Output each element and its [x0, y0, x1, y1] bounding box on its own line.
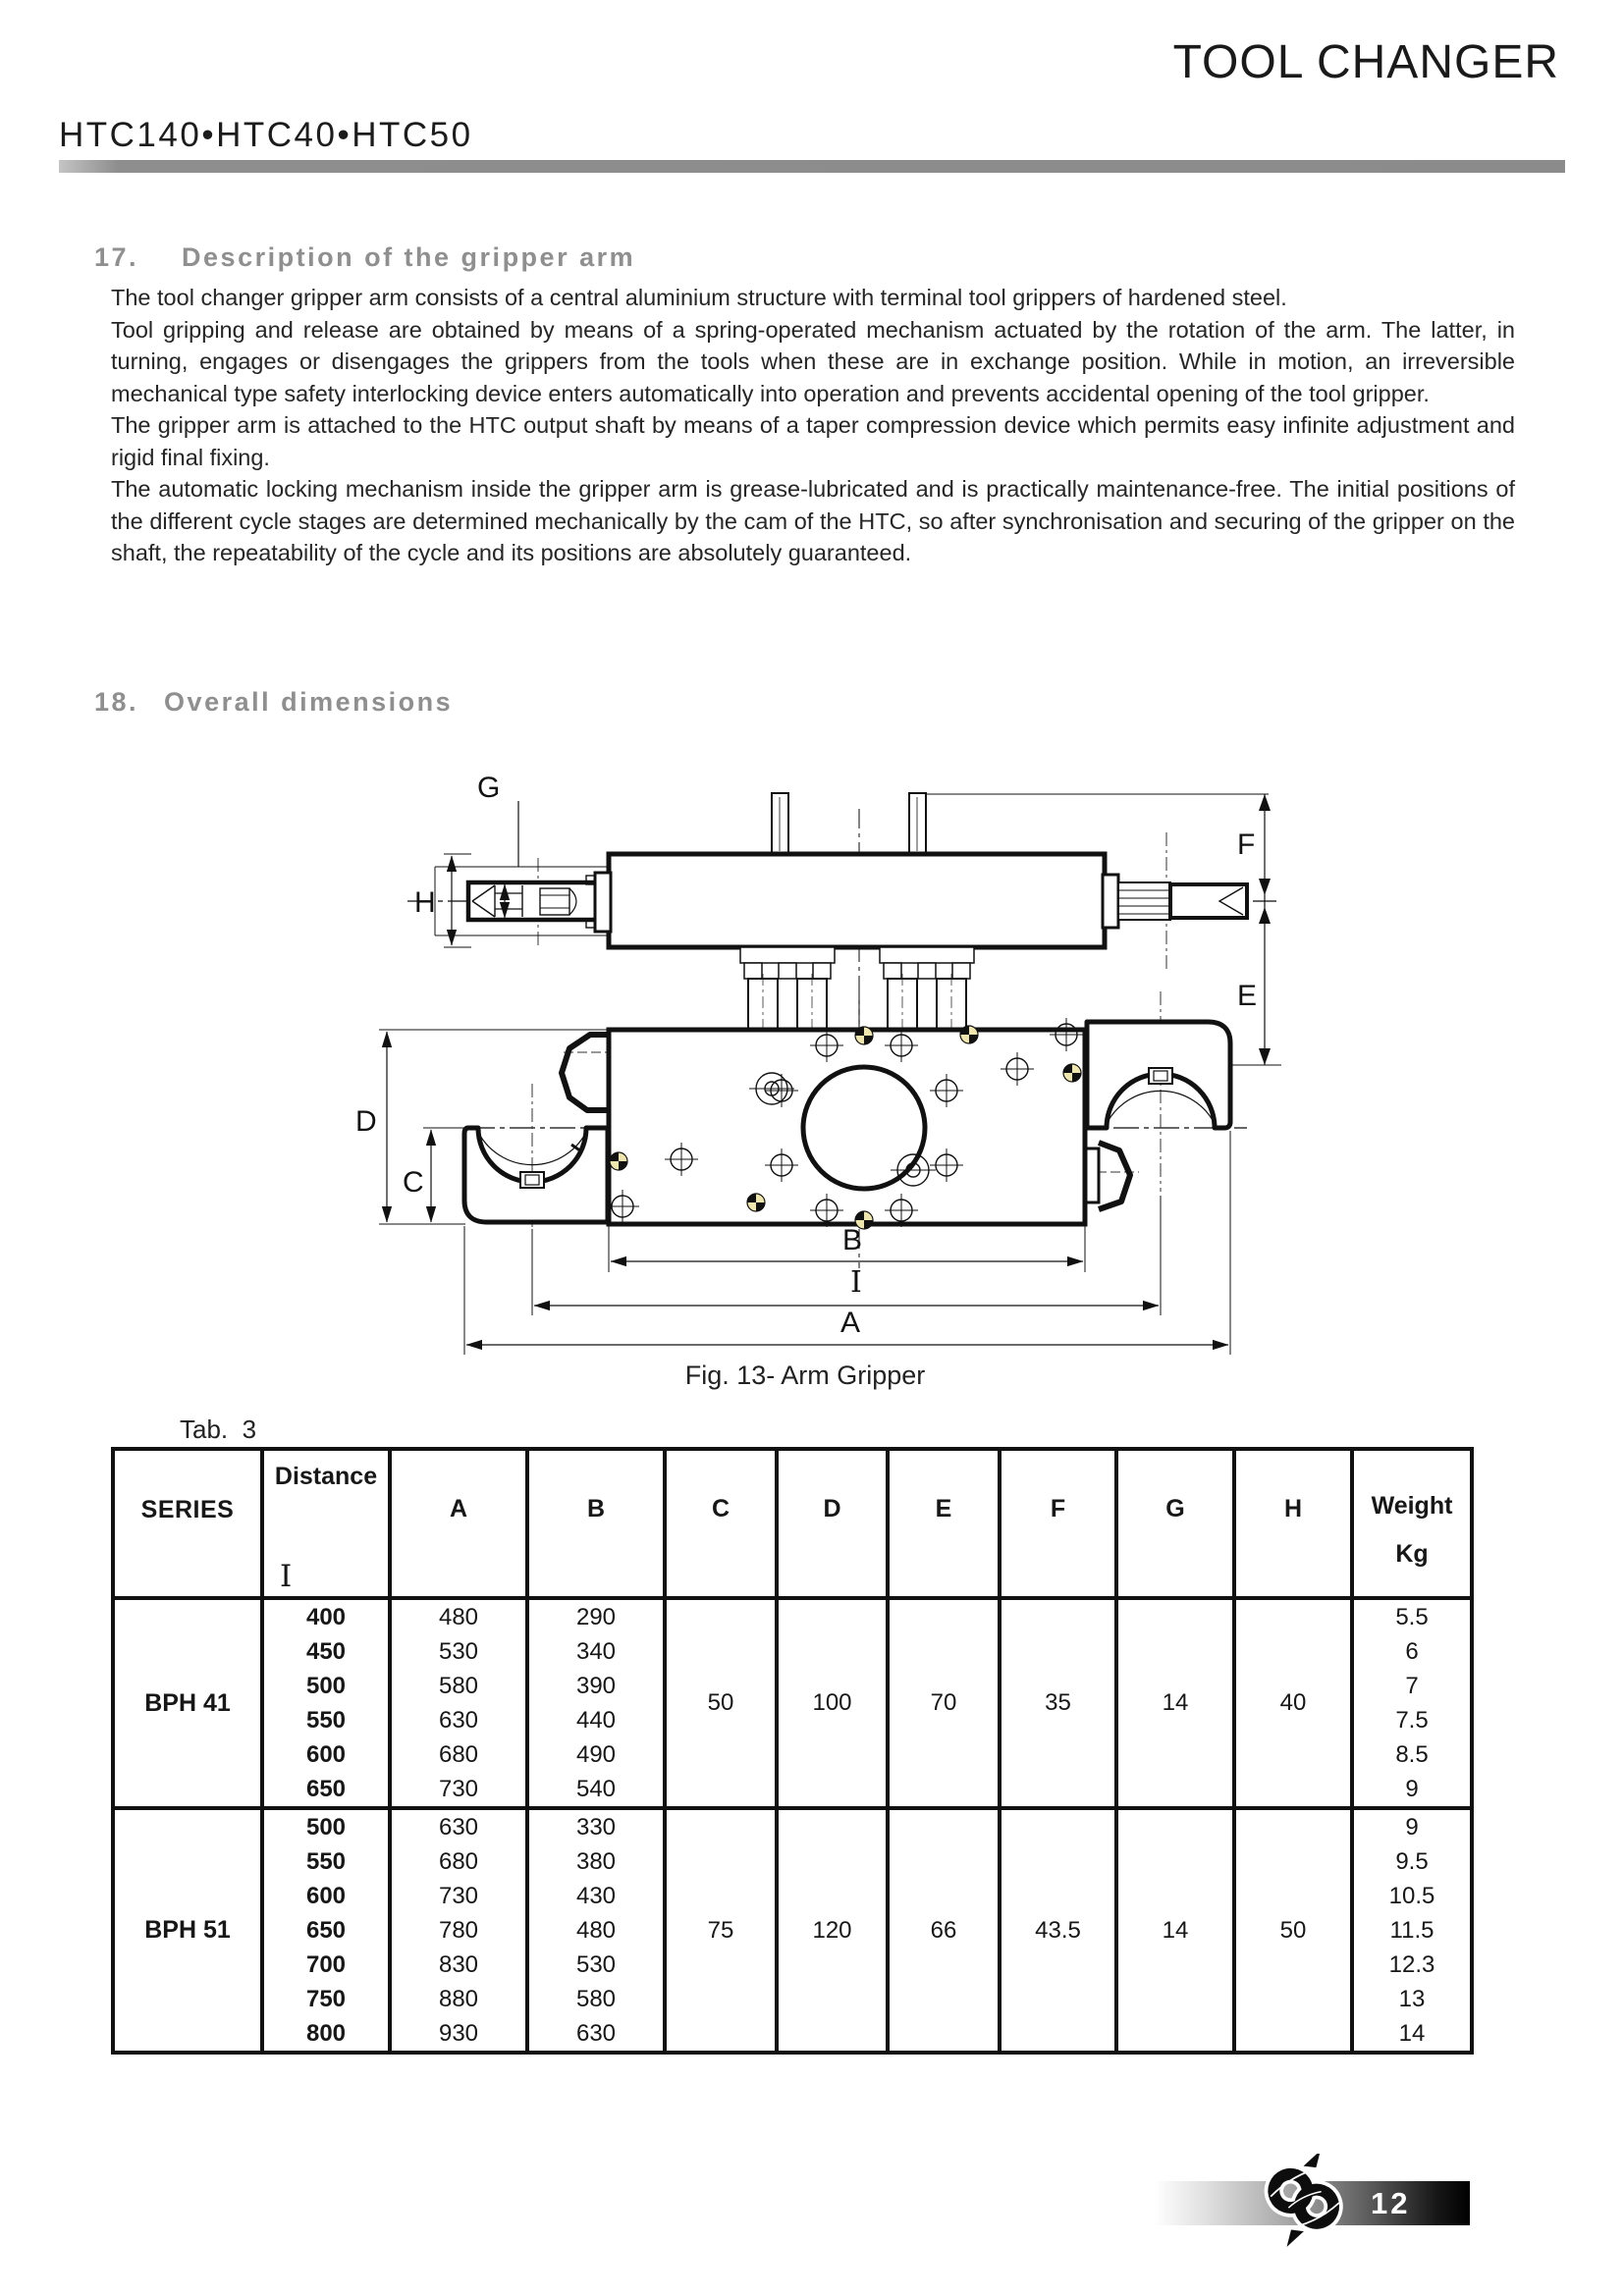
cell-value: 680 — [438, 1741, 479, 1768]
cell-value: 830 — [438, 1951, 479, 1978]
dim-label-i: I — [850, 1265, 862, 1300]
paragraph: Tool gripping and release are obtained by means of a spring-operated mechanism actuated by the rotation of the arm. The latter, in turning, engages or disengages the grippers from the tools when these are in exchange position. While in motion, an irreversible mechanical type safety interlocking device enters automatically into operation and prevents accidental opening of the tool gripper. — [111, 316, 1515, 406]
dim-g-cell: 14 — [1116, 1808, 1234, 2053]
header-rule — [59, 160, 1565, 173]
plan-view — [355, 991, 1247, 1355]
cell-value: 11.5 — [1389, 1917, 1435, 1944]
cell-value: 600 — [305, 1741, 347, 1768]
cell-value: 500 — [305, 1673, 347, 1699]
table-row — [113, 1808, 1472, 2053]
paragraph: The gripper arm is attached to the HTC output shaft by means of a taper compression device which permits easy infinite adjustment and rigid final fixing. — [111, 412, 1515, 470]
distance-header-symbol: I — [280, 1559, 293, 1594]
cell-value: 800 — [305, 2020, 347, 2047]
cell-value: 490 — [575, 1741, 617, 1768]
cell-value: 6 — [1405, 1638, 1419, 1665]
dim-label-a: A — [840, 1307, 861, 1339]
series-cell: BPH 51 — [113, 1808, 262, 2053]
arm-gripper-drawing — [226, 738, 1326, 1357]
cell-value: 630 — [438, 1814, 479, 1841]
cell-value: 650 — [305, 1776, 347, 1802]
cell-value: 530 — [438, 1638, 479, 1665]
cell-value: 440 — [575, 1707, 617, 1734]
cell-value: 340 — [575, 1638, 617, 1665]
figure-drawing — [226, 738, 1326, 1357]
weight-header-title: Weight — [1371, 1492, 1453, 1520]
dim-label-f: F — [1237, 828, 1256, 861]
dim-e-cell: 66 — [888, 1808, 1000, 2053]
dim-h-cell: 40 — [1234, 1598, 1352, 1808]
cell-value: 580 — [438, 1673, 479, 1699]
section-17-title: Description of the gripper arm — [182, 242, 636, 272]
dim-d-cell: 120 — [777, 1808, 888, 2053]
col-header-b: B — [527, 1449, 665, 1598]
dim-label-e: E — [1237, 980, 1258, 1012]
dim-e-cell: 70 — [888, 1598, 1000, 1808]
section-17-body — [111, 282, 1515, 569]
cell-value: 10.5 — [1388, 1883, 1435, 1909]
col-header-c: C — [665, 1449, 777, 1598]
dim-f-cell: 35 — [1000, 1598, 1116, 1808]
col-header-f: F — [1000, 1449, 1116, 1598]
section-17-number: 17. — [94, 242, 139, 272]
paragraph: The automatic locking mechanism inside the gripper arm is grease-lubricated and is practically maintenance-free. The initial positions of the different cycle stages are determined mechanically by the cam of the HTC, so after synchronisation and securing of the gripper on the shaft, the repeatability of the cycle and its positions are absolutely guaranteed. — [111, 476, 1515, 565]
section-17-heading — [94, 242, 635, 273]
dim-label-b: B — [842, 1224, 863, 1256]
dim-h-cell: 50 — [1234, 1808, 1352, 2053]
spec-table — [111, 1447, 1474, 2055]
page-title: TOOL CHANGER — [1172, 36, 1559, 88]
page-number: 12 — [1371, 2186, 1411, 2220]
cell-value: 530 — [575, 1951, 617, 1978]
table-header-row — [113, 1449, 1472, 1598]
dim-label-c: C — [403, 1166, 424, 1199]
cell-value: 500 — [305, 1814, 347, 1841]
cell-value: 13 — [1398, 1986, 1426, 2012]
series-cell: BPH 41 — [113, 1598, 262, 1808]
cell-value: 450 — [305, 1638, 347, 1665]
section-18-title: Overall dimensions — [164, 687, 454, 717]
cell-value: 390 — [575, 1673, 617, 1699]
cell-value: 7.5 — [1395, 1707, 1429, 1734]
brand-logo-icon — [1253, 2154, 1355, 2248]
cell-value: 650 — [305, 1917, 347, 1944]
weight-header-unit: Kg — [1395, 1540, 1429, 1568]
cell-value: 14 — [1398, 2020, 1426, 2047]
cell-value: 9.5 — [1395, 1848, 1429, 1875]
cell-value: 550 — [305, 1848, 347, 1875]
dim-d-cell: 100 — [777, 1598, 888, 1808]
dim-a-cell — [390, 1808, 527, 2053]
cell-value: 480 — [575, 1917, 617, 1944]
cell-value: 930 — [438, 2020, 479, 2047]
cell-value: 480 — [438, 1604, 479, 1630]
cell-value: 430 — [575, 1883, 617, 1909]
cell-value: 540 — [575, 1776, 617, 1802]
dim-b-cell — [527, 1808, 665, 2053]
paragraph: The tool changer gripper arm consists of a central aluminium structure with terminal tool grippers of hardened steel. — [111, 285, 1287, 310]
section-18-heading — [94, 687, 453, 718]
cell-value: 630 — [575, 2020, 617, 2047]
cell-value: 780 — [438, 1917, 479, 1944]
distance-header-title: Distance — [274, 1463, 378, 1490]
dim-c-cell: 50 — [665, 1598, 777, 1808]
cell-value: 730 — [438, 1776, 479, 1802]
table-label: Tab. 3 — [180, 1415, 257, 1444]
col-header-e: E — [888, 1449, 1000, 1598]
cell-value: 290 — [575, 1604, 617, 1630]
cell-value: 7 — [1405, 1673, 1419, 1699]
cell-value: 700 — [305, 1951, 347, 1978]
cell-value: 880 — [438, 1986, 479, 2012]
col-header-d: D — [777, 1449, 888, 1598]
dim-label-g: G — [477, 772, 501, 804]
spec-table-body — [113, 1598, 1472, 2053]
model-list: HTC140•HTC40•HTC50 — [59, 116, 473, 154]
weight-cell — [1352, 1808, 1472, 2053]
cell-value: 400 — [305, 1604, 347, 1630]
section-18-number: 18. — [94, 687, 139, 717]
col-header-weight — [1352, 1449, 1472, 1598]
distance-cell — [262, 1598, 390, 1808]
cell-value: 730 — [438, 1883, 479, 1909]
col-header-g: G — [1116, 1449, 1234, 1598]
weight-cell — [1352, 1598, 1472, 1808]
cell-value: 9 — [1405, 1776, 1419, 1802]
col-header-distance — [262, 1449, 390, 1598]
col-header-a: A — [390, 1449, 527, 1598]
cell-value: 750 — [305, 1986, 347, 2012]
dim-f-cell: 43.5 — [1000, 1808, 1116, 2053]
table-row — [113, 1598, 1472, 1808]
cell-value: 12.3 — [1388, 1951, 1435, 1978]
cell-value: 580 — [575, 1986, 617, 2012]
col-header-series: SERIES — [113, 1449, 262, 1598]
cell-value: 380 — [575, 1848, 617, 1875]
distance-cell — [262, 1808, 390, 2053]
cell-value: 550 — [305, 1707, 347, 1734]
dim-a-cell — [390, 1598, 527, 1808]
cell-value: 600 — [305, 1883, 347, 1909]
cell-value: 5.5 — [1395, 1604, 1429, 1630]
figure-caption: Fig. 13- Arm Gripper — [684, 1361, 926, 1390]
dim-b-cell — [527, 1598, 665, 1808]
cell-value: 330 — [575, 1814, 617, 1841]
dim-label-h: H — [414, 886, 436, 919]
cell-value: 8.5 — [1395, 1741, 1429, 1768]
cell-value: 680 — [438, 1848, 479, 1875]
dim-c-cell: 75 — [665, 1808, 777, 2053]
cell-value: 9 — [1405, 1814, 1419, 1841]
dim-label-d: D — [355, 1105, 377, 1138]
col-header-h: H — [1234, 1449, 1352, 1598]
cell-value: 630 — [438, 1707, 479, 1734]
dim-g-cell: 14 — [1116, 1598, 1234, 1808]
